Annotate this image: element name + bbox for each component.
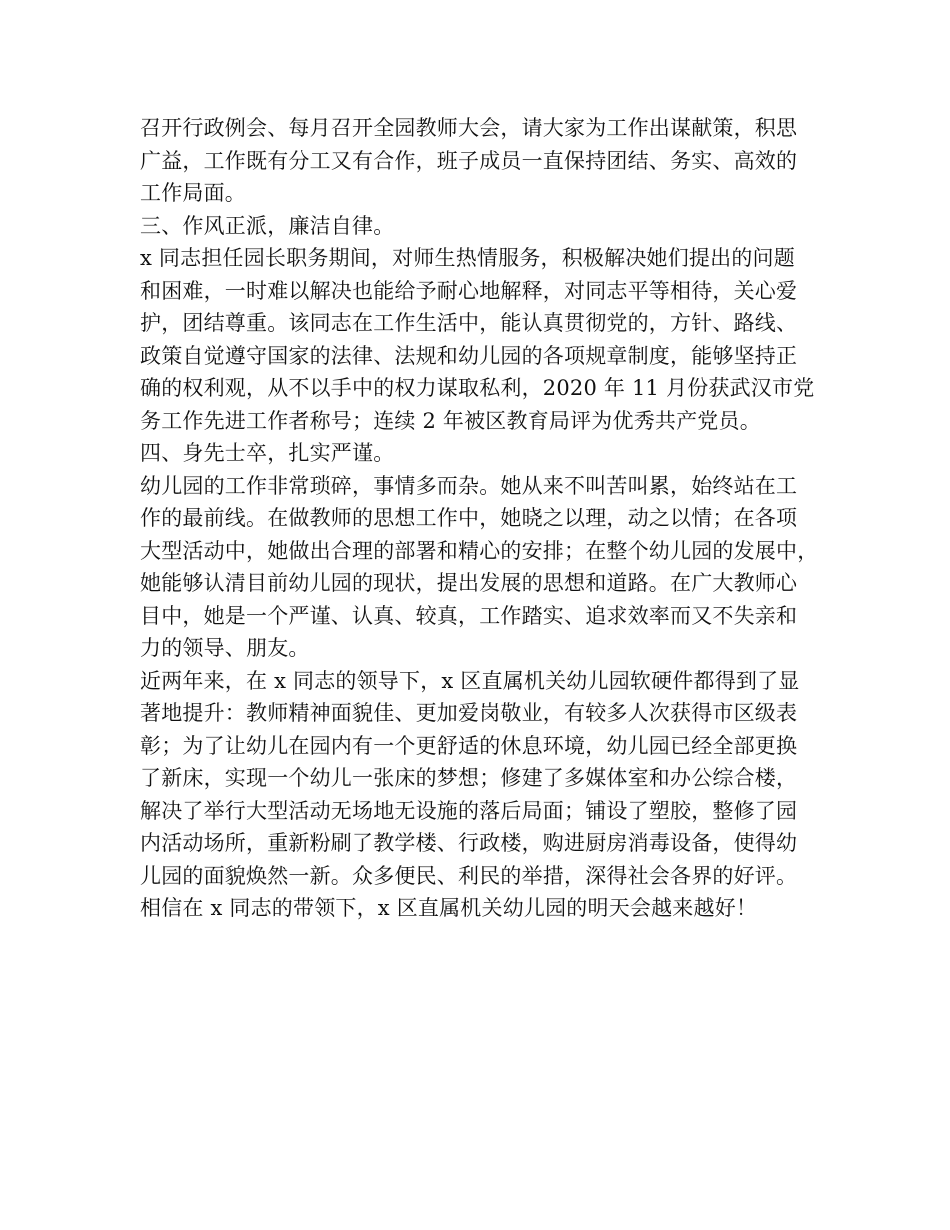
text-line: 她能够认清目前幼儿园的现状，提出发展的思想和道路。在广大教师心 — [140, 571, 798, 595]
text-line: 了新床，实现一个幼儿一张床的梦想；修建了多媒体室和办公综合楼， — [140, 766, 798, 790]
text-line: 力的领导、朋友。 — [140, 636, 310, 660]
text-line: 近两年来，在 x 同志的领导下，x 区直属机关幼儿园软硬件都得到了显 — [140, 668, 800, 693]
text-line: 相信在 x 同志的带领下，x 区直属机关幼儿园的明天会越来越好！ — [140, 896, 758, 920]
text-line: 目中，她是一个严谨、认真、较真，工作踏实、追求效率而又不失亲和 — [140, 603, 798, 628]
text-line: 大型活动中，她做出合理的部署和精心的安排；在整个幼儿园的发展中， — [140, 538, 819, 563]
text-line: 儿园的面貌焕然一新。众多便民、利民的举措，深得社会各界的好评。 — [140, 863, 798, 888]
text-line: 内活动场所，重新粉刷了教学楼、行政楼，购进厨房消毒设备，使得幼 — [140, 831, 798, 855]
text-line: 护，团结尊重。该同志在工作生活中，能认真贯彻党的，方针、路线、 — [140, 311, 798, 335]
section-heading: 四、身先士卒，扎实严谨。 — [140, 441, 395, 465]
text-line: 工作局面。 — [140, 181, 246, 205]
text-line: 广益，工作既有分工又有合作，班子成员一直保持团结、务实、高效的 — [140, 148, 798, 173]
text-line: 务工作先进工作者称号；连续 2 年被区教育局评为优秀共产党员。 — [140, 408, 761, 433]
text-line: 和困难，一时难以解决也能给予耐心地解释，对同志平等相待，关心爱 — [140, 278, 798, 303]
text-line: 彰；为了让幼儿在园内有一个更舒适的休息环境，幼儿园已经全部更换 — [140, 733, 798, 758]
text-line: 著地提升：教师精神面貌佳、更加爱岗敬业，有较多人次获得市区级表 — [140, 701, 798, 725]
text-line: 政策自觉遵守国家的法律、法规和幼儿园的各项规章制度，能够坚持正 — [140, 343, 798, 368]
text-line: 幼儿园的工作非常琐碎，事情多而杂。她从来不叫苦叫累，始终站在工 — [140, 473, 798, 498]
text-line: 作的最前线。在做教师的思想工作中，她晓之以理，动之以情；在各项 — [140, 506, 798, 530]
document-body — [140, 112, 830, 925]
text-line: 召开行政例会、每月召开全园教师大会，请大家为工作出谋献策，积思 — [140, 116, 798, 140]
text-line: x 同志担任园长职务期间，对师生热情服务，积极解决她们提出的问题 — [140, 246, 795, 270]
text-line: 解决了举行大型活动无场地无设施的落后局面；铺设了塑胶，整修了园 — [140, 798, 798, 823]
section-heading: 三、作风正派，廉洁自律。 — [140, 213, 395, 238]
text-line: 确的权利观，从不以手中的权力谋取私利，2020 年 11 月份获武汉市党 — [140, 376, 815, 400]
